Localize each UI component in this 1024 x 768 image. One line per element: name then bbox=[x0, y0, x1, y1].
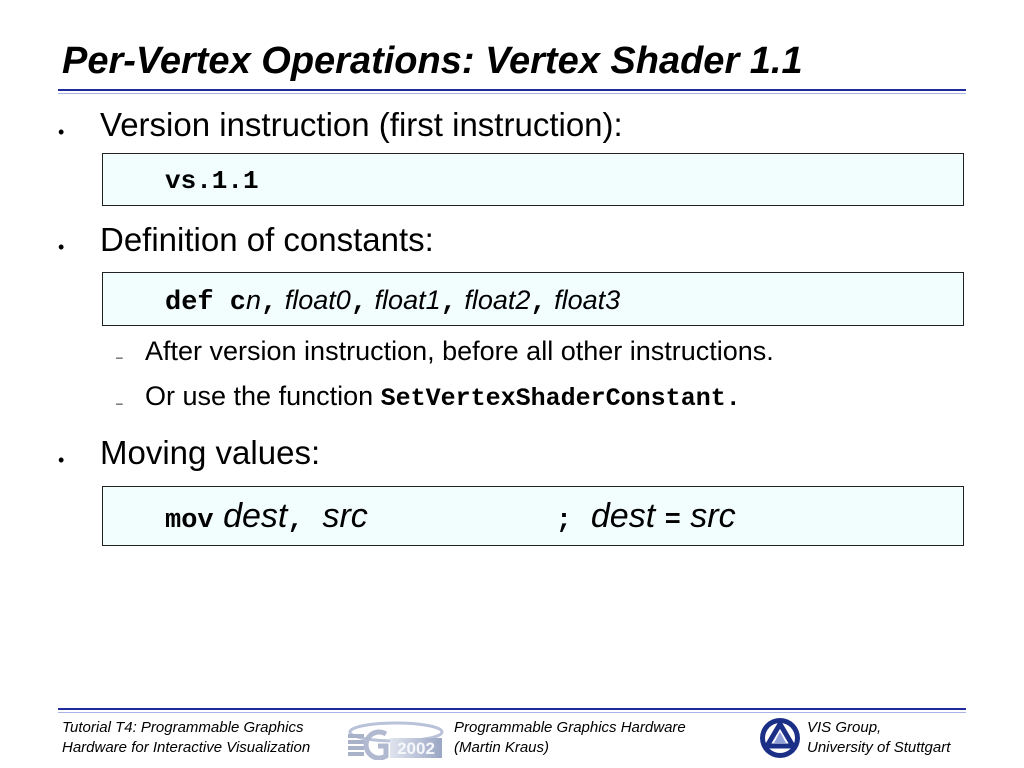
footer-center-line1: Programmable Graphics Hardware bbox=[454, 719, 686, 736]
code-mov-line bbox=[165, 497, 736, 536]
code-def-line bbox=[165, 285, 620, 318]
footer-right-line2: University of Stuttgart bbox=[807, 739, 951, 756]
footer-right-line1: VIS Group, bbox=[807, 719, 882, 736]
code-float0: float0 bbox=[284, 285, 351, 315]
code-box-def bbox=[102, 272, 964, 326]
bullet-moving-values: Moving values: bbox=[100, 434, 321, 471]
footer-divider bbox=[58, 708, 966, 710]
footer-vis-group bbox=[807, 718, 950, 758]
code-comma: , bbox=[530, 288, 547, 318]
footer-left-line1: Tutorial T4: Programmable Graphics bbox=[62, 719, 304, 736]
subbullet-prefix: Or use the function bbox=[145, 381, 381, 411]
eg-logo-year: 2002 bbox=[397, 739, 435, 758]
bullet-version-instruction: Version instruction (first instruction): bbox=[100, 106, 623, 143]
bullet-marker: • bbox=[58, 237, 65, 257]
subbullet-marker: – bbox=[116, 396, 123, 410]
code-def-n: n bbox=[246, 285, 262, 315]
bullet-definition-constants: Definition of constants: bbox=[100, 221, 434, 258]
bullet-marker: • bbox=[58, 450, 65, 470]
code-float3: float3 bbox=[554, 285, 621, 315]
vis-group-logo bbox=[758, 716, 802, 760]
code-version: vs.1.1 bbox=[165, 166, 259, 196]
footer-left-line2: Hardware for Interactive Visualization bbox=[62, 739, 311, 756]
title-divider bbox=[58, 89, 966, 91]
title-divider-light bbox=[58, 93, 966, 94]
footer-center-line2: (Martin Kraus) bbox=[454, 739, 550, 756]
slide-title: Per-Vertex Operations: Vertex Shader 1.1 bbox=[62, 40, 803, 82]
code-equals: = bbox=[664, 506, 681, 536]
bullet-marker: • bbox=[58, 122, 65, 142]
subbullet-marker: – bbox=[116, 350, 123, 364]
code-mov-dest: dest bbox=[223, 497, 288, 535]
code-semicolon: ; bbox=[555, 506, 572, 536]
footer-tutorial bbox=[62, 718, 310, 758]
code-def-keyword: def c bbox=[165, 288, 247, 318]
code-mov-src: src bbox=[322, 497, 368, 535]
code-comment-src: src bbox=[690, 497, 736, 535]
eurographics-logo bbox=[346, 718, 444, 760]
code-comment-dest: dest bbox=[590, 497, 656, 535]
code-float2: float2 bbox=[464, 285, 531, 315]
code-box-mov bbox=[102, 486, 964, 546]
code-comma: , bbox=[440, 288, 457, 318]
subbullet-set-constant bbox=[145, 381, 741, 413]
code-float1: float1 bbox=[374, 285, 441, 315]
footer-divider-light bbox=[58, 712, 966, 713]
code-comma: , bbox=[287, 506, 304, 536]
code-box-version bbox=[102, 153, 964, 206]
code-comma: , bbox=[350, 288, 368, 318]
code-comma: , bbox=[261, 288, 278, 318]
subbullet-after-version: After version instruction, before all other instructions. bbox=[145, 336, 774, 366]
code-mov-keyword: mov bbox=[165, 506, 214, 536]
footer-course bbox=[454, 718, 686, 758]
code-function-name: SetVertexShaderConstant. bbox=[380, 384, 741, 413]
